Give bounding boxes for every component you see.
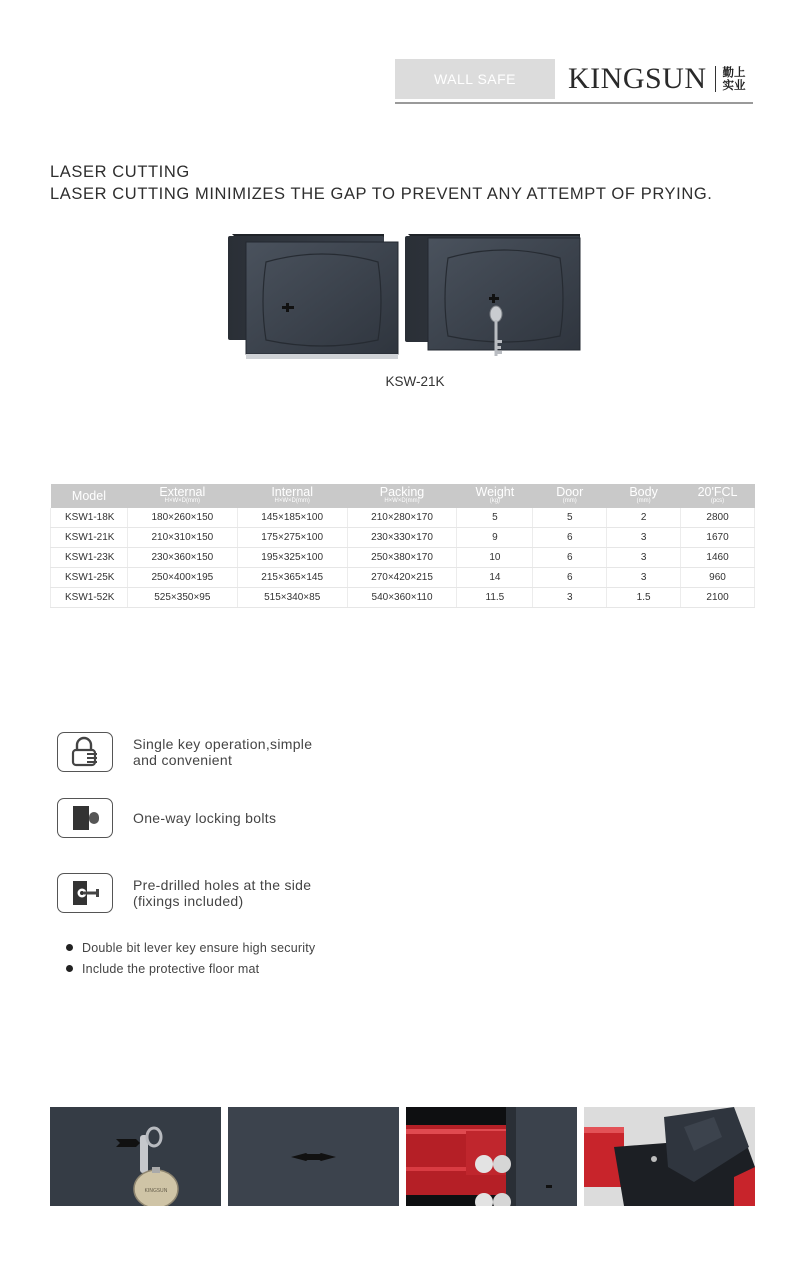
column-unit: H×W×D(mm) <box>164 498 200 504</box>
table-cell: 515×340×85 <box>237 588 347 608</box>
table-row <box>51 588 755 608</box>
table-cell: 11.5 <box>457 588 533 608</box>
column-title: Model <box>71 488 106 503</box>
column-unit: (kg) <box>489 498 501 504</box>
feature-label: (fixings included) <box>133 893 244 909</box>
model-cell: KSW1-25K <box>51 568 128 588</box>
table-cell: 1670 <box>681 528 755 548</box>
category-tab[interactable]: WALL SAFE <box>395 59 555 99</box>
brand-name: KINGSUN <box>568 62 707 95</box>
table-header-cell <box>457 484 533 508</box>
table-header-cell <box>51 484 128 508</box>
table-cell: 9 <box>457 528 533 548</box>
table-header-cell <box>237 484 347 508</box>
brand-logo <box>568 62 751 96</box>
table-cell: 3 <box>533 588 607 608</box>
feature-single-key <box>57 732 363 772</box>
key-brand-label: KINGSUN <box>144 1188 168 1194</box>
table-header-cell <box>607 484 681 508</box>
brand-chinese-name: 勤上实业 <box>722 65 746 92</box>
column-unit: H×W×D(mm) <box>384 498 420 504</box>
column-title: Packing <box>379 485 425 499</box>
table-cell: 250×380×170 <box>347 548 457 568</box>
table-cell: 5 <box>533 508 607 528</box>
feature-label: One-way locking bolts <box>133 810 277 826</box>
product-image <box>224 228 586 363</box>
bullet-dot-icon <box>66 965 73 972</box>
bullet-list <box>66 937 315 979</box>
table-cell: 960 <box>681 568 755 588</box>
safe-right <box>405 234 580 356</box>
feature-predrilled-holes <box>57 873 363 913</box>
feature-label: and convenient <box>133 752 233 768</box>
locking-bolt-icon <box>57 798 113 838</box>
table-cell: 210×280×170 <box>347 508 457 528</box>
table-row <box>51 548 755 568</box>
table-cell: 195×325×100 <box>237 548 347 568</box>
column-title: Body <box>629 485 658 499</box>
headline-subtitle: LASER CUTTING MINIMIZES THE GAP TO PREVENT ANY ATTEMPT OF PRYING. <box>50 185 713 203</box>
list-item: Include the protective floor mat <box>66 958 315 979</box>
table-cell: 2 <box>607 508 681 528</box>
table-header-cell <box>533 484 607 508</box>
photo-keyhole-with-key <box>50 1107 221 1206</box>
table-cell: 5 <box>457 508 533 528</box>
table-cell: 230×360×150 <box>127 548 237 568</box>
table-cell: 6 <box>533 528 607 548</box>
table-cell: 145×185×100 <box>237 508 347 528</box>
table-cell: 14 <box>457 568 533 588</box>
table-cell: 3 <box>607 548 681 568</box>
table-cell: 180×260×150 <box>127 508 237 528</box>
table-header-cell <box>681 484 755 508</box>
table-cell: 1.5 <box>607 588 681 608</box>
table-cell: 250×400×195 <box>127 568 237 588</box>
model-cell: KSW1-18K <box>51 508 128 528</box>
table-cell: 540×360×110 <box>347 588 457 608</box>
column-title: External <box>159 485 206 499</box>
brand-separator <box>715 66 716 92</box>
table-cell: 270×420×215 <box>347 568 457 588</box>
table-cell: 525×350×95 <box>127 588 237 608</box>
table-header-row <box>51 484 755 508</box>
table-header-cell <box>127 484 237 508</box>
feature-label: Single key operation,simple <box>133 736 313 752</box>
bullet-dot-icon <box>66 944 73 951</box>
drilled-hole-icon <box>57 873 113 913</box>
product-model-caption: KSW-21K <box>385 374 445 389</box>
feature-label: Pre-drilled holes at the side <box>133 877 312 893</box>
table-cell: 2800 <box>681 508 755 528</box>
table-cell: 10 <box>457 548 533 568</box>
table-cell: 6 <box>533 568 607 588</box>
headline-title: LASER CUTTING <box>50 163 190 181</box>
table-row <box>51 568 755 588</box>
table-row <box>51 508 755 528</box>
photo-interior-bolts <box>406 1107 577 1206</box>
table-cell: 210×310×150 <box>127 528 237 548</box>
column-unit: H×W×D(mm) <box>274 498 310 504</box>
spec-table <box>50 484 755 608</box>
table-cell: 2100 <box>681 588 755 608</box>
padlock-icon <box>57 732 113 772</box>
table-cell: 3 <box>607 528 681 548</box>
column-unit: (mm) <box>562 498 577 504</box>
table-cell: 1460 <box>681 548 755 568</box>
table-cell: 215×365×145 <box>237 568 347 588</box>
column-title: Door <box>556 485 584 499</box>
feature-locking-bolts <box>57 798 363 838</box>
table-cell: 3 <box>607 568 681 588</box>
list-item: Double bit lever key ensure high security <box>66 937 315 958</box>
column-title: 20'FCL <box>697 485 738 499</box>
model-cell: KSW1-21K <box>51 528 128 548</box>
table-cell: 6 <box>533 548 607 568</box>
model-cell: KSW1-23K <box>51 548 128 568</box>
table-cell: 175×275×100 <box>237 528 347 548</box>
column-title: Weight <box>475 485 515 499</box>
model-cell: KSW1-52K <box>51 588 128 608</box>
column-unit: (mm) <box>636 498 651 504</box>
safe-left <box>228 234 398 359</box>
photo-keyhole <box>228 1107 399 1206</box>
column-title: Internal <box>271 485 314 499</box>
headline <box>50 161 712 205</box>
table-header-cell <box>347 484 457 508</box>
photo-interior-hinge <box>584 1107 755 1206</box>
table-row <box>51 528 755 548</box>
header-divider <box>395 102 753 104</box>
column-unit: (pcs) <box>710 498 725 504</box>
table-cell: 230×330×170 <box>347 528 457 548</box>
